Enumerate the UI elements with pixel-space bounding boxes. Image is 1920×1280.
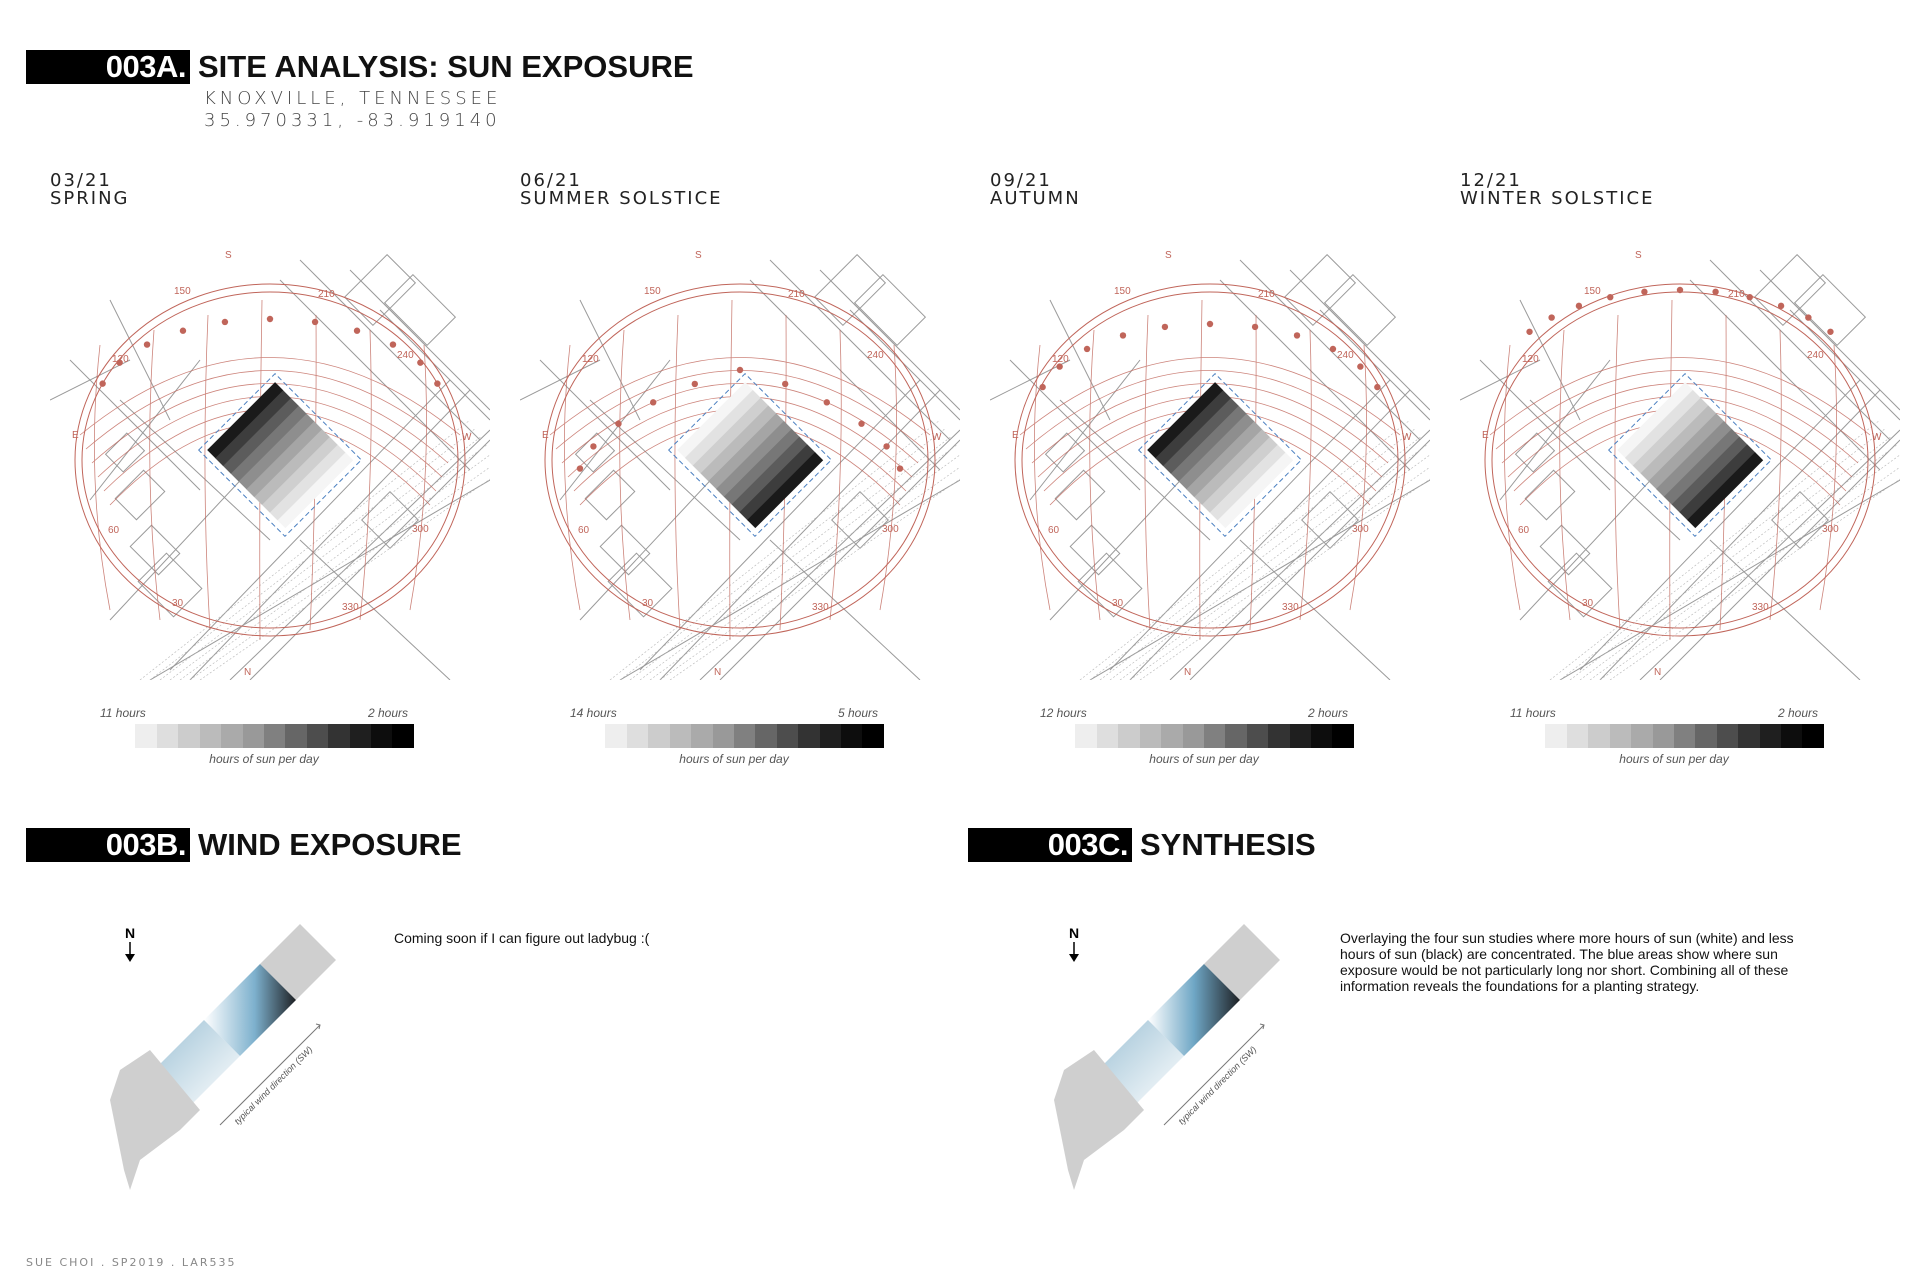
round-block	[1063, 1091, 1085, 1113]
panel-label-winter	[1460, 172, 1654, 208]
legend-max-label: 14 hours	[570, 706, 617, 720]
legend-ramp	[584, 724, 884, 748]
compass-label-a150: 150	[1584, 286, 1601, 297]
compass-label-w: W	[462, 432, 472, 443]
legend-min-label: 5 hours	[837, 706, 878, 720]
compass-label-s: S	[1635, 250, 1642, 261]
sun-diagram-autumn	[990, 240, 1430, 680]
north-arrow-icon	[1069, 925, 1079, 962]
sun-diagram-summer	[520, 240, 960, 680]
section-title-synthesis: SYNTHESIS	[1140, 827, 1316, 862]
sun-diagram-content	[50, 250, 490, 680]
compass-label-a300: 300	[1822, 524, 1839, 535]
legend-max-label: 11 hours	[100, 706, 146, 720]
panel-date: 12/21	[1460, 170, 1522, 191]
section-code-wind: 003B.	[26, 828, 190, 862]
compass-label-a30: 30	[172, 598, 184, 609]
panel-date: 09/21	[990, 170, 1052, 191]
legend-caption: hours of sun per day	[679, 752, 789, 766]
compass-label-e: E	[72, 430, 79, 441]
section-header-synthesis	[968, 828, 1316, 862]
wind-diagram	[110, 920, 370, 1210]
panel-season: AUTUMN	[990, 188, 1081, 209]
compass-label-e: E	[1012, 430, 1019, 441]
north-arrow-icon	[125, 925, 135, 962]
legend-max-label: 12 hours	[1040, 706, 1087, 720]
legend-max-label: 11 hours	[1510, 706, 1556, 720]
legend-min-label: 2 hours	[1307, 706, 1348, 720]
section-header-sun	[26, 50, 694, 84]
legend-ramp	[1054, 724, 1354, 748]
compass-label-a60: 60	[108, 525, 120, 536]
compass-label-e: E	[1482, 430, 1489, 441]
section-title-sun: SITE ANALYSIS: SUN EXPOSURE	[198, 49, 694, 84]
legend-winter	[1508, 706, 1818, 766]
compass-label-n: N	[1184, 667, 1192, 678]
wind-direction-label: typical wind direction (SW)	[1176, 1044, 1259, 1127]
legend-min-label: 2 hours	[1777, 706, 1818, 720]
compass-label-a300: 300	[882, 524, 899, 535]
sun-diagram-content	[1460, 250, 1900, 680]
round-block	[119, 1091, 141, 1113]
compass-label-a120: 120	[1522, 354, 1539, 365]
legend-ramp	[114, 724, 414, 748]
synthesis-text: Overlaying the four sun studies where more hours of sun (white) and less hours of sun (black) are concentrated. The blue areas show where sun exposure would be not particularly long nor short. Combining all of these information reveals the foundations for a planting strategy.	[1340, 930, 1794, 994]
panel-date: 03/21	[50, 170, 112, 191]
compass-label-w: W	[1402, 432, 1412, 443]
compass-label-a150: 150	[174, 286, 191, 297]
compass-label-a60: 60	[1518, 525, 1530, 536]
compass-label-a60: 60	[578, 525, 590, 536]
section-title-wind: WIND EXPOSURE	[198, 827, 462, 862]
north-label: N	[124, 925, 136, 941]
compass-label-a150: 150	[644, 286, 661, 297]
compass-label-a120: 120	[582, 354, 599, 365]
section-code-synthesis: 003C.	[968, 828, 1132, 862]
wind-note: Coming soon if I can figure out ladybug :(	[394, 930, 650, 946]
location-coords: 35.970331, -83.919140	[204, 110, 501, 131]
panel-season: WINTER SOLSTICE	[1460, 188, 1655, 209]
compass-label-n: N	[244, 667, 252, 678]
north-label: N	[1068, 925, 1080, 941]
compass-label-a300: 300	[1352, 524, 1369, 535]
sun-diagram-spring	[50, 240, 490, 680]
site-shadow-block	[1609, 374, 1772, 537]
sun-position-dots	[99, 316, 440, 387]
synthesis-diagram	[1054, 920, 1314, 1210]
sun-diagram-winter	[1460, 240, 1900, 680]
compass-label-a210: 210	[1728, 289, 1745, 300]
legend-autumn	[1038, 706, 1348, 766]
panel-date: 06/21	[520, 170, 582, 191]
section-header-wind	[26, 828, 462, 862]
panel-season: SUMMER SOLSTICE	[520, 188, 723, 209]
footer-credit: SUE CHOI . SP2019 . LAR535	[26, 1256, 237, 1269]
sun-diagram-content	[520, 250, 960, 680]
compass-label-a30: 30	[1112, 598, 1124, 609]
compass-label-a300: 300	[412, 524, 429, 535]
compass-label-a30: 30	[642, 598, 654, 609]
panel-label-summer	[520, 172, 723, 208]
compass-label-a330: 330	[1752, 602, 1769, 613]
compass-label-s: S	[695, 250, 702, 261]
compass-label-a330: 330	[812, 602, 829, 613]
compass-label-a240: 240	[1807, 350, 1824, 361]
legend-ramp	[1524, 724, 1824, 748]
compass-label-a30: 30	[1582, 598, 1594, 609]
compass-label-w: W	[932, 432, 942, 443]
location-name: KNOXVILLE, TENNESSEE	[204, 88, 502, 109]
compass-label-a330: 330	[342, 602, 359, 613]
legend-caption: hours of sun per day	[1619, 752, 1729, 766]
legend-summer	[568, 706, 878, 766]
legend-caption: hours of sun per day	[1149, 752, 1259, 766]
site-shadow-block	[199, 374, 362, 537]
compass-label-a240: 240	[867, 350, 884, 361]
compass-label-a150: 150	[1114, 286, 1131, 297]
legend-caption: hours of sun per day	[209, 752, 319, 766]
compass-label-a120: 120	[1052, 354, 1069, 365]
sun-position-dots	[1526, 287, 1833, 335]
compass-label-e: E	[542, 430, 549, 441]
site-shadow-block	[669, 374, 832, 537]
section-code-sun: 003A.	[26, 50, 190, 84]
compass-label-a240: 240	[1337, 350, 1354, 361]
compass-label-w: W	[1872, 432, 1882, 443]
compass-label-n: N	[1654, 667, 1662, 678]
compass-label-s: S	[225, 250, 232, 261]
compass-label-a60: 60	[1048, 525, 1060, 536]
compass-label-s: S	[1165, 250, 1172, 261]
wind-direction-label: typical wind direction (SW)	[232, 1044, 315, 1127]
compass-label-a210: 210	[1258, 289, 1275, 300]
compass-label-n: N	[714, 667, 722, 678]
sun-position-dots	[1039, 321, 1380, 391]
legend-min-label: 2 hours	[367, 706, 408, 720]
compass-label-a120: 120	[112, 354, 129, 365]
compass-label-a210: 210	[788, 289, 805, 300]
panel-season: SPRING	[50, 188, 130, 209]
compass-label-a330: 330	[1282, 602, 1299, 613]
panel-label-spring	[50, 172, 130, 208]
panel-label-autumn	[990, 172, 1081, 208]
site-shadow-block	[1139, 374, 1302, 537]
legend-spring	[98, 706, 408, 766]
compass-label-a210: 210	[318, 289, 335, 300]
compass-label-a240: 240	[397, 350, 414, 361]
sun-diagram-content	[990, 250, 1430, 680]
